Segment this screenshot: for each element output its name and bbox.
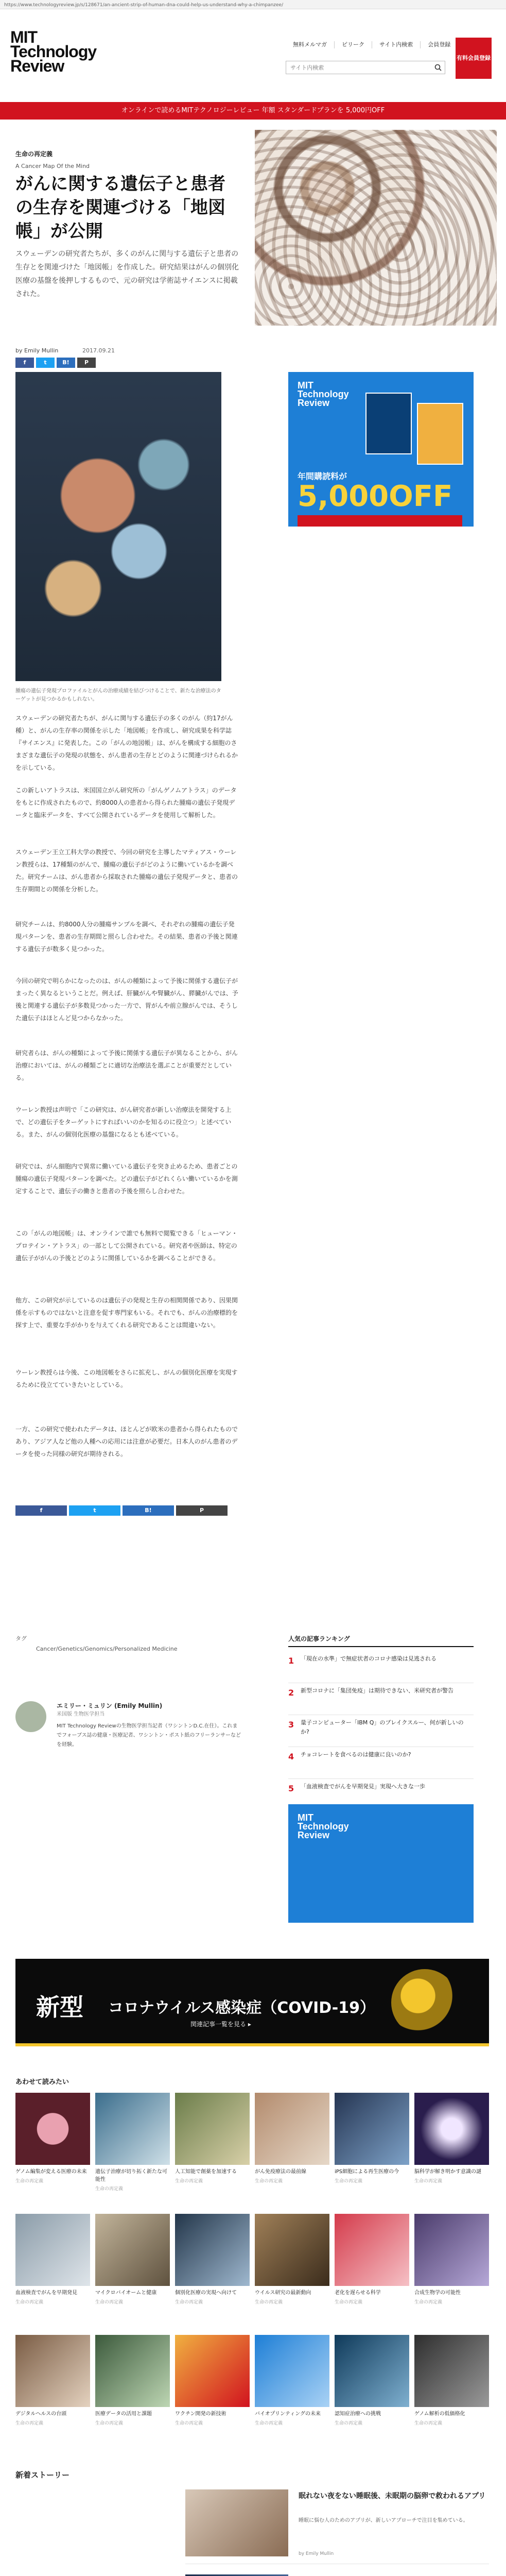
related-card[interactable]: 合成生物学の可能性 生命の再定義 [414, 2214, 489, 2330]
byline-row [0, 341, 506, 372]
covid-section [0, 1959, 506, 2077]
related-section [0, 2077, 506, 2469]
related-card[interactable]: ウイルス研究の最新動向 生命の再定義 [255, 2214, 329, 2330]
story-item[interactable] [185, 2569, 489, 2576]
promo-banner[interactable]: オンラインで読めるMITテクノロジーレビュー 年額 スタンダードプランを 5,000円OFF [0, 102, 506, 120]
figure-caption: 腫瘍の遺伝子発現プロファイルとがんの治療成績を結びつけることで、新たな治療法のターゲットが見つかるかもしれない。 [15, 688, 221, 702]
related-card[interactable]: 人工知能で創薬を加速する 生命の再定義 [175, 2093, 250, 2209]
ranking-item[interactable]: 2 新型コロナに「集団免疫」は期待できない、米研究者が警告 [288, 1683, 474, 1715]
virus-icon [391, 1969, 458, 2036]
article-title: がんに関する遺伝子と患者の生存を関連づける「地図帳」が公開 [15, 174, 225, 242]
related-card[interactable]: 遺伝子治療が切り拓く新たな可能性 生命の再定義 [95, 2093, 170, 2209]
related-card[interactable]: 脳科学が解き明かす意識の謎 生命の再定義 [414, 2093, 489, 2209]
nav-item-register[interactable]: 会員登録 [428, 41, 451, 48]
ranking-item[interactable]: 3 量子コンピューター「IBM Q」のブレイクスルー、何が新しいのか? [288, 1715, 474, 1747]
ranking-title: 人気の記事ランキング [288, 1634, 474, 1647]
related-card[interactable]: ゲノム編集が変える医療の未来 生命の再定義 [15, 2093, 90, 2209]
search-icon[interactable] [431, 61, 445, 74]
related-card[interactable]: がん免疫療法の最前線 生命の再定義 [255, 2093, 329, 2209]
new-stories-title: 新着ストーリー [15, 2470, 70, 2480]
subscription-ad[interactable]: MIT Technology Review 年間購読料が 5,000OFF [288, 372, 474, 527]
search-box [286, 61, 445, 74]
ranking-item[interactable]: 4 チョコレートを食べるのは健康に良いのか? [288, 1747, 474, 1779]
hero-image [255, 130, 497, 326]
author-avatar[interactable] [15, 1701, 46, 1732]
publish-date: 2017.09.21 [82, 347, 115, 354]
paragraph-2: この新しいアトラスは、米国国立がん研究所の「がんゲノムアトラス」のデータをもとに作成されたもので、約8000人の患者から得られた腫瘍の遺伝子発現データと臨床データを、すべて公開されているデータを使用して解析した。 [15, 787, 237, 819]
nav-item-search[interactable]: サイト内検索 [372, 41, 421, 48]
url-bar[interactable]: https://www.technologyreview.jp/s/128671/an-ancient-strip-of-human-dna-could-help-us-understand-why-a-chimpanzee/ [0, 0, 506, 9]
twitter-share-icon[interactable]: t [69, 1505, 120, 1516]
magazine-cover-2 [417, 403, 463, 465]
article-header [0, 120, 506, 341]
author-byline[interactable]: by Emily Mullin [15, 347, 59, 354]
new-stories-section [0, 2469, 506, 2576]
tags-label: タグ [15, 1635, 27, 1642]
pocket-share-icon[interactable]: P [77, 358, 96, 368]
facebook-share-icon[interactable]: f [15, 1505, 67, 1516]
author-bio: MIT Technology Reviewの生物医学担当記者（ワシントンD.C.在住）。これまでフォーブス誌の健康・医療記者、ワシントン・ポスト紙のフリーランサーなどを経験。 [57, 1723, 241, 1748]
related-card[interactable]: iPS細胞による再生医療の今 生命の再定義 [335, 2093, 409, 2209]
site-header [0, 9, 506, 102]
related-card[interactable]: バイオプリンティングの未来 生命の再定義 [255, 2335, 329, 2451]
related-card[interactable]: 老化を遅らせる科学 生命の再定義 [335, 2214, 409, 2330]
hatena-share-icon[interactable]: B! [57, 358, 75, 368]
paragraph-6: 研究者らは、がんの種類によって予後に関係する遺伝子が異なることから、がん治療においては、がんの種類ごとに適切な治療法を選ぶことが重要だとしている。 [15, 1049, 238, 1081]
related-card[interactable]: 個別化医療の実現へ向けて 生命の再定義 [175, 2214, 250, 2330]
article-body [0, 372, 506, 1629]
related-card[interactable]: マイクロバイオームと健康 生命の再定義 [95, 2214, 170, 2330]
related-card[interactable]: ゲノム解析の低価格化 生命の再定義 [414, 2335, 489, 2451]
facebook-share-icon[interactable]: f [15, 358, 34, 368]
article-lead: スウェーデンの研究者たちが、多くのがんに関与する遺伝子と患者の生存とを関連づけた「地図帳」を作成した。研究結果はがんの個別化医療の基盤を後押しするもので、元の研究は学術誌サイエンスに掲載された。 [15, 250, 239, 298]
paragraph-10: 他方、この研究が示しているのは遺伝子の発現と生存の相関関係であり、因果関係を示すものではないと注意を促す専門家もいる。それでも、がんの治療標的を探す上で、重要な手がかりを与えてくれる研究であることは間違いない。 [15, 1297, 238, 1329]
paragraph-5: 今回の研究で明らかになったのは、がんの種類によって予後に関係する遺伝子がまったく異なるということだ。例えば、肝臓がんや腎臓がん、膵臓がんでは、予後と関連する遺伝子が多数見つかった一方で、胃がんや前立腺がんでは、そうした遺伝子はほとんど見つからなかった。 [15, 977, 238, 1022]
related-card[interactable]: 認知症治療への挑戦 生命の再定義 [335, 2335, 409, 2451]
nav-item-newsletter[interactable]: 無料メルマガ [286, 41, 335, 48]
ranking-item[interactable]: 5 「血液検査でがんを早期発見」実現へ大きな一歩 [288, 1779, 474, 1811]
share-buttons-top [15, 358, 96, 368]
subscription-ad-2[interactable]: MIT Technology Review [288, 1804, 474, 1923]
ranking-item[interactable]: 1 「現在の水準」で無症状者のコロナ感染は見逃される [288, 1651, 474, 1683]
article-original-title: A Cancer Map Of the Mind [15, 163, 90, 170]
paragraph-8: 研究では、がん細胞内で異常に働いている遺伝子を突き止めるため、患者ごとの腫瘍の遺伝子発現パターンを調べた。どの遺伝子がどれくらい働いているかを測定することで、遺伝子の働きと患者の予後を照らし合わせた。 [15, 1163, 238, 1195]
related-card[interactable]: ワクチン開発の新技術 生命の再定義 [175, 2335, 250, 2451]
related-card[interactable]: 医療データの活用と課題 生命の再定義 [95, 2335, 170, 2451]
top-nav [286, 41, 458, 48]
author-name[interactable]: エミリー・ミュリン (Emily Mullin) [57, 1702, 163, 1709]
paragraph-4: 研究チームは、約8000人分の腫瘍サンプルを調べ、それぞれの腫瘍の遺伝子発現パターンを、患者の生存期間と照らし合わせた。その結果、患者の予後と関連する遺伝子が数多く見つかった。 [15, 921, 238, 953]
paragraph-11: ウーレン教授らは今後、この地図帳をさらに拡充し、がんの個別化医療を実現するために役立てていきたいとしている。 [15, 1369, 238, 1388]
share-buttons-bottom [15, 1505, 228, 1516]
covid-banner[interactable]: 新型 コロナウイルス感染症（COVID-19） 関連記事一覧を見る ▸ [15, 1959, 489, 2046]
related-card[interactable]: 血液検査でがんを早期発見 生命の再定義 [15, 2214, 90, 2330]
ranking-widget [288, 1634, 474, 1811]
paragraph-9: この「がんの地図帳」は、オンラインで誰でも無料で閲覧できる「ヒューマン・プロテイン・アトラス」の一部として公開されている。研究者や医師は、特定の遺伝子ががんの予後とどのように関係しているかを調べることができる。 [15, 1230, 238, 1262]
hatena-share-icon[interactable]: B! [123, 1505, 174, 1516]
article-category[interactable]: 生命の再定義 [15, 150, 53, 158]
pocket-share-icon[interactable]: P [176, 1505, 228, 1516]
nav-item-weekly[interactable]: ピリーク [335, 41, 372, 48]
twitter-share-icon[interactable]: t [36, 358, 55, 368]
paragraph-1: スウェーデンの研究者たちが、がんに関与する遺伝子の多くのがん（約17がん種）と、がんの生存率の関係を示した「地図帳」を作成し、研究成果を科学誌『サイエンス』に発表した。この「がんの地図帳」は、がんを構成する細胞のさまざまな遺伝子の発現の状態を、がん患者の生存とどのように関連づけられるかを示している。 [15, 715, 238, 771]
paragraph-3: スウェーデン王立工科大学の教授で、今回の研究を主導したマティアス・ウーレン教授らは、17種類のがんで、腫瘍の遺伝子がどのように働いているかを調べた。研究チームは、がん患者から採取された腫瘍の遺伝子発現データと、患者の生存期間との関係を分析した。 [15, 849, 238, 893]
story-item[interactable]: 眠れない夜をない睡眠後、未眠期の脳卵で救われるアプリ 睡眠に悩む人のためのアプリが、新しいアプローチで注目を集めている。 by Emily Mullin [185, 2484, 489, 2564]
ad-section [0, 1812, 506, 1959]
paragraph-12: 一方、この研究で使われたデータは、ほとんどが欧米の患者から得られたものであり、アジア人など他の人種への応用には注意が必要だ。日本人のがん患者のデータを使った同様の研究が期待される。 [15, 1426, 238, 1458]
search-input[interactable] [286, 61, 431, 74]
post-meta [0, 1629, 506, 1825]
related-grid [15, 2093, 489, 2451]
paragraph-7: ウーレン教授は声明で「この研究は、がん研究者が新しい治療法を開発する上で、どの遺伝子をターゲットにすればいいのかを知るのに役立つ」と述べている。また、がんの個別化医療の基盤になるとも述べている。 [15, 1106, 232, 1138]
author-role: 米国版 生物医学担当 [57, 1711, 105, 1717]
article-figure [15, 372, 221, 681]
tag-list[interactable]: Cancer/Genetics/Genomics/Personalized Medicine [36, 1646, 178, 1652]
related-title: あわせて読みたい [15, 2078, 69, 2086]
subscribe-button[interactable]: 有料会員登録 [456, 38, 492, 79]
related-card[interactable]: デジタルヘルスの台頭 生命の再定義 [15, 2335, 90, 2451]
magazine-cover-1 [365, 393, 412, 454]
site-logo[interactable]: MIT Technology Review [10, 28, 97, 75]
